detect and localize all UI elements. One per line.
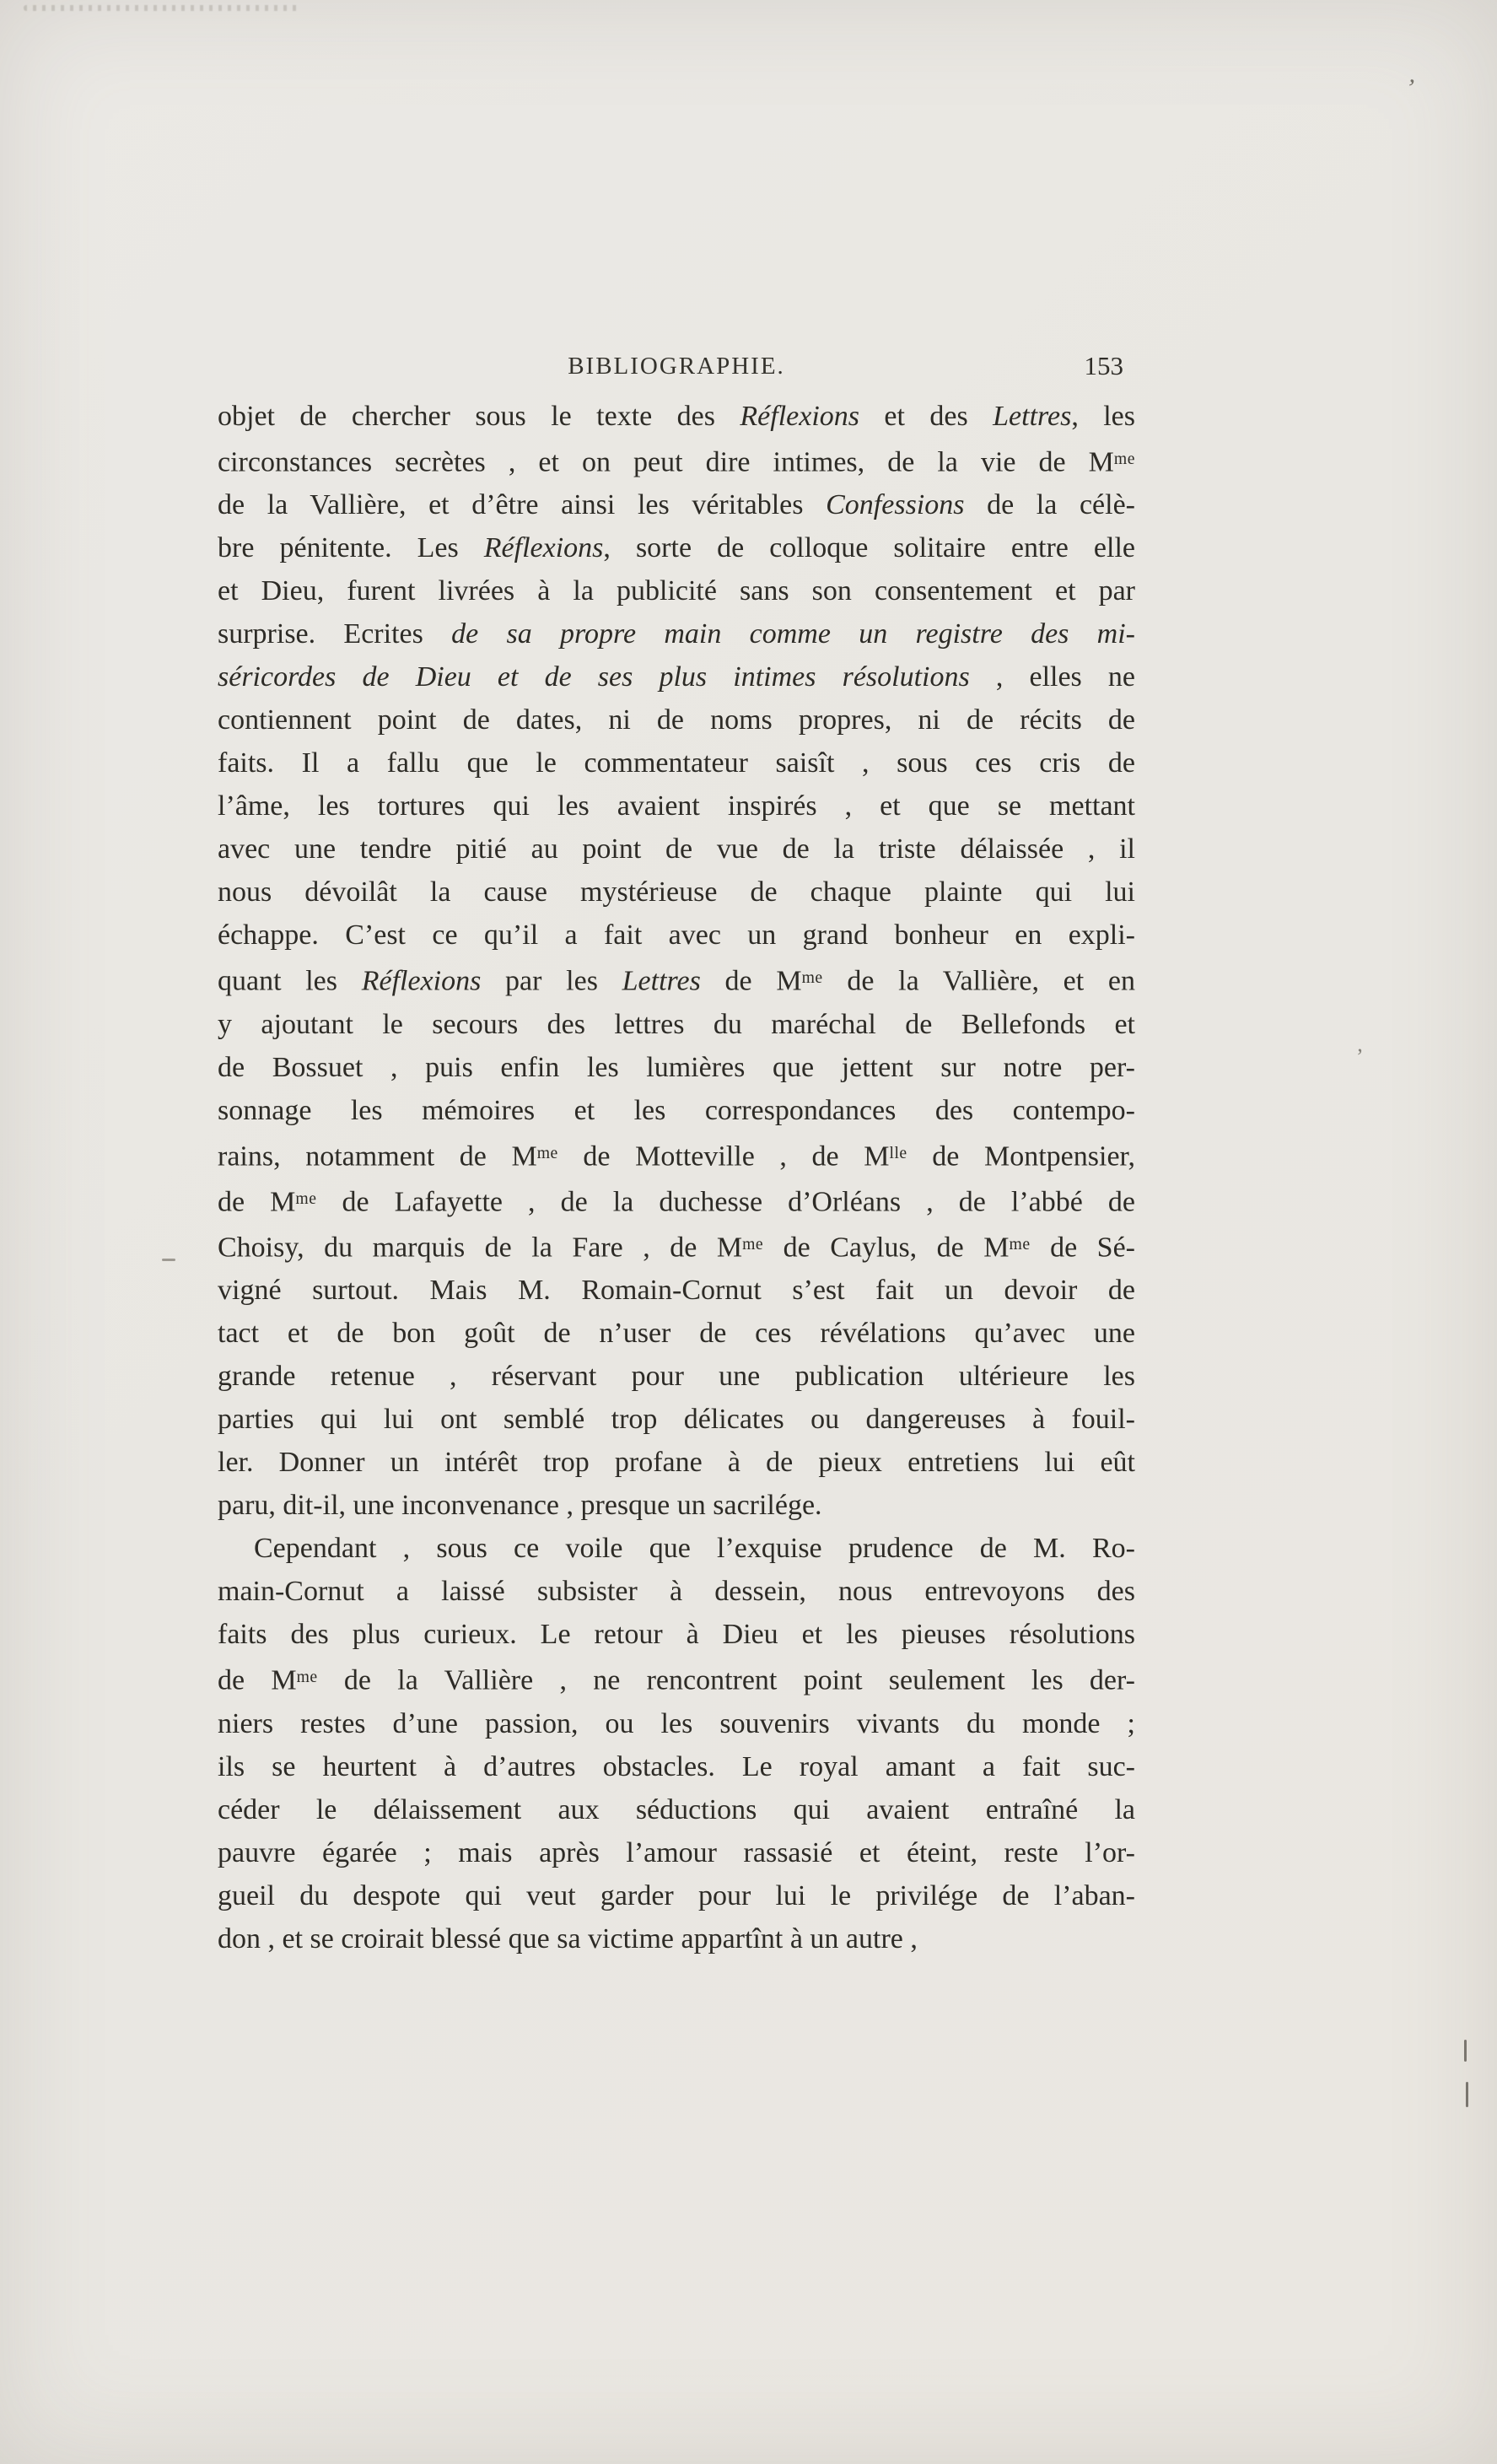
text-segment: de M <box>700 965 802 997</box>
superscript-text: me <box>295 1189 317 1208</box>
page-text <box>218 395 1135 1960</box>
text-segment: de Motteville , de M <box>557 1140 890 1172</box>
text-segment: de la Vallière , ne rencontrent point seulement les der- <box>317 1664 1135 1696</box>
text-line <box>218 1745 1135 1788</box>
superscript-text: me <box>296 1668 318 1687</box>
text-line <box>218 1570 1135 1613</box>
superscript-text: me <box>1009 1235 1031 1254</box>
superscript-text: me <box>801 968 823 988</box>
text-segment: de Lafayette , de la duchesse d’Orléans , de l’abbé de <box>316 1186 1135 1218</box>
text-segment: de Sé- <box>1030 1232 1135 1264</box>
text-segment: grande retenue , réservant pour une publication ultérieure les <box>218 1361 1135 1393</box>
text-line <box>218 1613 1135 1656</box>
text-segment: par les <box>481 965 622 997</box>
text-line <box>218 655 1135 698</box>
page-header <box>218 353 1135 390</box>
text-segment: de M <box>218 1186 296 1218</box>
scan-artifact <box>1466 2082 1468 2107</box>
text-line <box>218 1355 1135 1398</box>
text-line <box>218 1831 1135 1874</box>
text-line <box>218 1484 1135 1527</box>
text-segment: de la célè- <box>964 489 1135 521</box>
text-segment: pauvre égarée ; mais après l’amour rassasié et éteint, reste l’or- <box>218 1836 1135 1868</box>
text-segment: , les <box>1071 401 1135 432</box>
text-line <box>218 828 1135 871</box>
text-line <box>218 438 1135 483</box>
text-line <box>218 1527 1135 1570</box>
text-segment: contiennent point de dates, ni de noms propres, ni de récits de <box>218 704 1135 736</box>
text-line <box>218 1917 1135 1960</box>
scan-artifact: ’ <box>1356 1044 1364 1069</box>
text-segment: de la Vallière, et en <box>822 965 1136 997</box>
text-line <box>218 871 1135 914</box>
text-line <box>218 1398 1135 1441</box>
text-segment: de Bossuet , puis enfin les lumières que jettent sur notre per- <box>218 1051 1135 1083</box>
text-segment: et Dieu, furent livrées à la publicité sans son consentement et par <box>218 575 1135 607</box>
text-segment: surprise. Ecrites <box>218 618 452 650</box>
text-line <box>218 1089 1135 1132</box>
text-line <box>218 914 1135 957</box>
text-line <box>218 1656 1135 1701</box>
text-segment: rains, notamment de M <box>218 1140 537 1172</box>
text-segment: niers restes d’une passion, ou les souvenirs vivants du monde ; <box>218 1707 1135 1739</box>
text-segment: de M <box>218 1664 297 1696</box>
scan-artifact <box>1464 2040 1467 2062</box>
text-line <box>218 612 1135 655</box>
text-segment: tact et de bon goût de n’user de ces révélations qu’avec une <box>218 1318 1135 1350</box>
text-segment: don , et se croirait blessé que sa victime appartînt à un autre , <box>218 1922 918 1954</box>
text-line <box>218 1003 1135 1046</box>
text-segment: circonstances secrètes , et on peut dire intimes, de la vie de M <box>218 446 1114 478</box>
text-line <box>218 1702 1135 1745</box>
text-segment: faits des plus curieux. Le retour à Dieu et les pieuses résolutions <box>218 1619 1135 1651</box>
text-segment: objet de chercher sous le texte des <box>218 401 740 432</box>
text-segment: l’âme, les tortures qui les avaient inspirés , et que se mettant <box>218 790 1135 822</box>
text-segment: et des <box>859 401 994 432</box>
text-segment: de la Vallière, et d’être ainsi les véritables <box>218 489 827 521</box>
scan-artifact <box>24 5 302 11</box>
text-segment: de Montpensier, <box>907 1140 1135 1172</box>
italic-text: Lettres <box>622 965 701 997</box>
italic-text: de sa propre main comme un registre des mi- <box>451 618 1136 650</box>
text-segment: ler. Donner un intérêt trop profane à de pieux entretiens lui eût <box>218 1447 1135 1479</box>
italic-text: Lettres <box>993 401 1072 432</box>
text-line <box>218 1788 1135 1831</box>
text-segment: céder le délaissement aux séductions qui avaient entraîné la <box>218 1793 1135 1825</box>
text-line <box>218 1441 1135 1484</box>
text-segment: paru, dit-il, une inconvenance , presque un sacrilége. <box>218 1490 822 1522</box>
text-line <box>218 784 1135 828</box>
italic-text: Réflexions <box>361 965 482 997</box>
page-number: 153 <box>1084 351 1123 380</box>
text-segment: vigné surtout. Mais M. Romain-Cornut s’est fait un devoir de <box>218 1275 1135 1307</box>
text-line <box>218 698 1135 741</box>
text-line <box>218 395 1135 438</box>
text-segment: de Caylus, de M <box>763 1232 1010 1264</box>
text-line <box>218 741 1135 784</box>
text-segment: parties qui lui ont semblé trop délicates ou dangereuses à fouil- <box>218 1404 1135 1436</box>
text-segment: avec une tendre pitié au point de vue de la triste délaissée , il <box>218 833 1135 865</box>
text-line <box>218 1223 1135 1269</box>
text-segment: ils se heurtent à d’autres obstacles. Le royal amant a fait suc- <box>218 1750 1135 1782</box>
text-segment: quant les <box>218 965 362 997</box>
text-segment: main-Cornut a laissé subsister à dessein, nous entrevoyons des <box>218 1576 1135 1608</box>
scan-artifact <box>162 1259 175 1261</box>
text-line <box>218 1312 1135 1355</box>
text-line <box>218 1046 1135 1089</box>
text-segment: gueil du despote qui veut garder pour lui le privilége de l’aban- <box>218 1879 1135 1911</box>
text-line <box>218 1178 1135 1223</box>
text-segment: faits. Il a fallu que le commentateur saisît , sous ces cris de <box>218 747 1135 779</box>
text-segment: Cependant , sous ce voile que l’exquise prudence de M. Ro- <box>254 1533 1135 1565</box>
text-line <box>218 569 1135 612</box>
italic-text: Réflexions <box>740 401 860 432</box>
text-line <box>218 1269 1135 1312</box>
text-line <box>218 957 1135 1002</box>
text-line <box>218 483 1135 526</box>
superscript-text: me <box>536 1143 558 1162</box>
text-segment: y ajoutant le secours des lettres du maréchal de Bellefonds et <box>218 1008 1135 1040</box>
running-title: BIBLIOGRAPHIE. <box>568 353 785 380</box>
text-segment: nous dévoilât la cause mystérieuse de chaque plainte qui lui <box>218 876 1135 908</box>
text-segment: sonnage les mémoires et les correspondances des contempo- <box>218 1094 1135 1126</box>
text-line <box>218 526 1135 569</box>
text-line <box>218 1874 1135 1917</box>
italic-text: séricordes de Dieu et de ses plus intimes résolutions <box>218 661 970 693</box>
superscript-text: me <box>1113 450 1135 468</box>
text-segment: bre pénitente. Les <box>218 532 484 564</box>
italic-text: Confessions <box>826 489 965 521</box>
text-segment: , elles ne <box>969 661 1135 693</box>
superscript-text: lle <box>889 1143 907 1162</box>
scan-artifact: ’ <box>1404 73 1418 103</box>
superscript-text: me <box>742 1235 764 1254</box>
text-segment: Choisy, du marquis de la Fare , de M <box>218 1232 743 1264</box>
text-segment: , sorte de colloque solitaire entre elle <box>603 532 1135 564</box>
text-line <box>218 1132 1135 1178</box>
text-segment: échappe. C’est ce qu’il a fait avec un grand bonheur en expli- <box>218 919 1135 952</box>
italic-text: Réflexions <box>483 532 604 564</box>
